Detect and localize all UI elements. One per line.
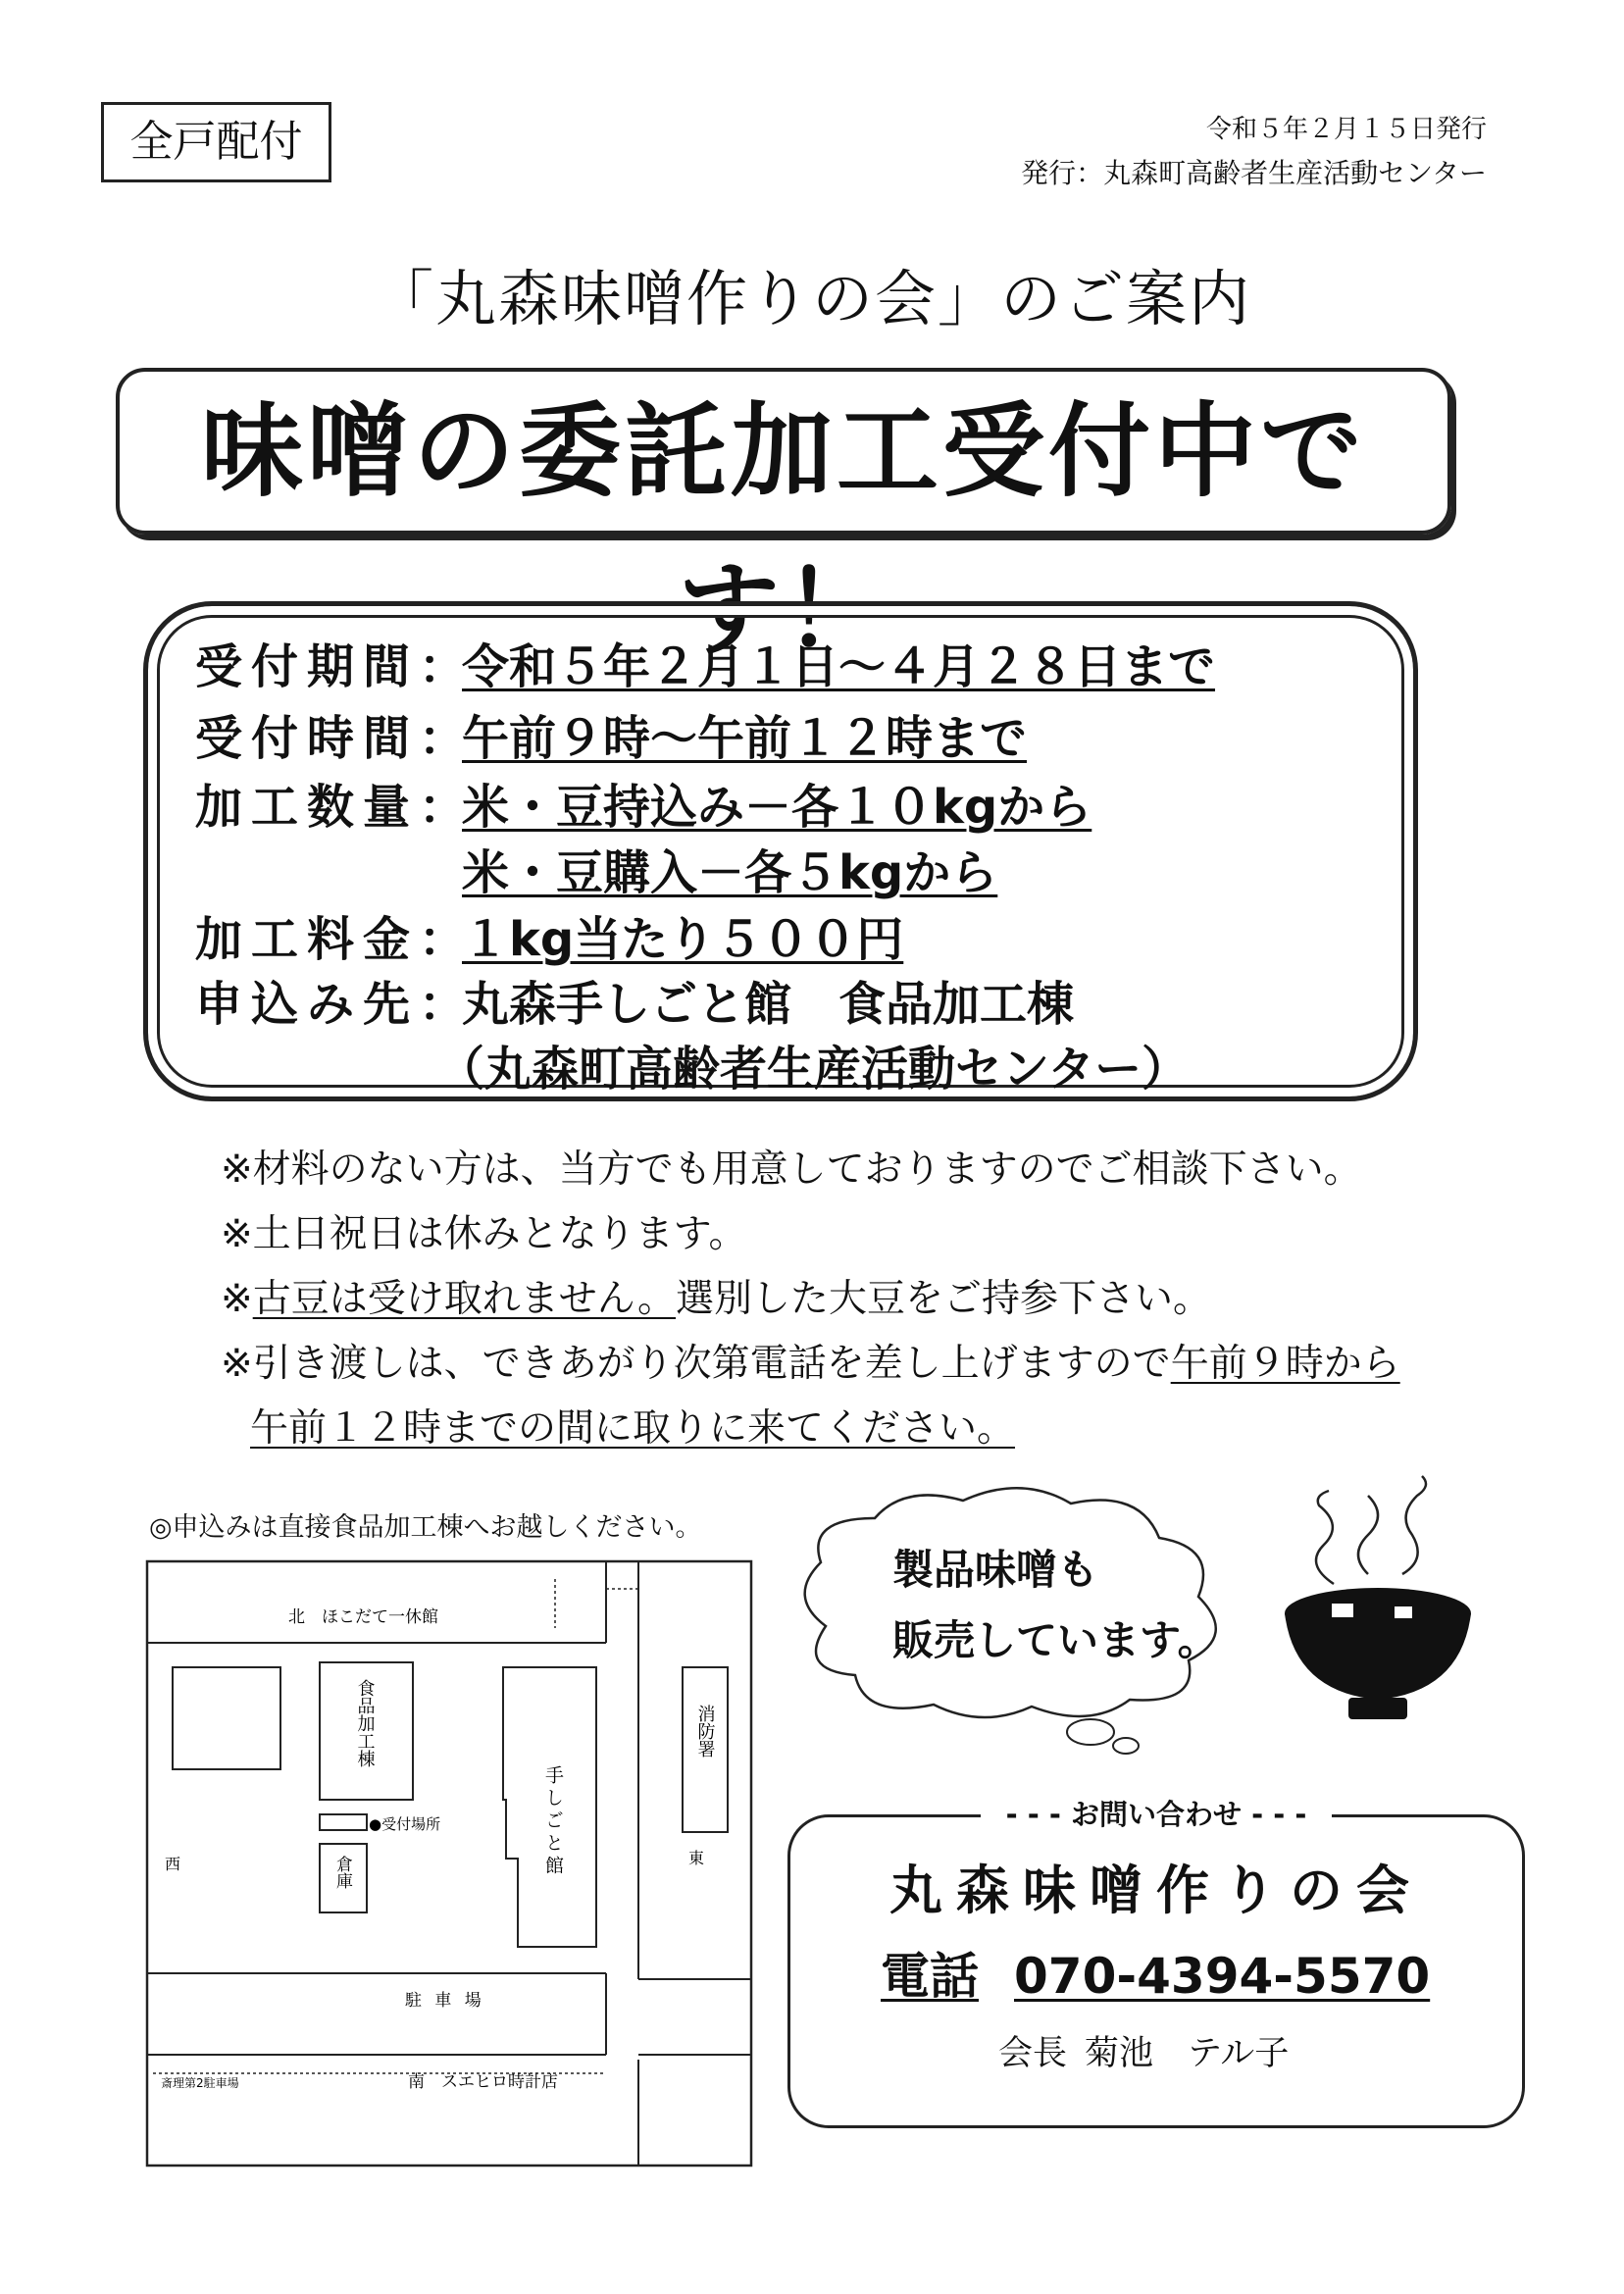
steam-icon <box>1316 1476 1426 1584</box>
contact-organization: 丸森味噌作りの会 <box>889 1860 1423 1921</box>
label-parking: 駐 車 場 <box>405 1991 485 2011</box>
notes <box>221 1138 1476 1461</box>
issue-date: 令和５年２月１５日発行 <box>1205 115 1487 144</box>
apply-value-2: （丸森町高齢者生産活動センター） <box>437 1041 1190 1096</box>
info-row-qty2 <box>195 834 997 902</box>
info-row-apply <box>195 965 1074 1034</box>
label-south: 南 スエヒロ時計店 <box>408 2072 558 2092</box>
info-row-apply2 <box>437 1030 1189 1098</box>
chair-name: 菊池 テル子 <box>1085 2034 1290 2073</box>
label-east: 東 <box>688 1849 705 1867</box>
bubble-dot-small <box>1113 1738 1139 1754</box>
label-food-building: 食品加工棟 <box>354 1679 376 1767</box>
chair-title: 会長 <box>998 2034 1068 2073</box>
issue-info <box>1021 108 1487 196</box>
headline-box: 味噌の委託加工受付中です！ <box>116 368 1451 535</box>
label-warehouse: 倉庫 <box>332 1856 352 1889</box>
note-4-underlined: 午前９時から <box>1170 1342 1400 1386</box>
miso-soup-bowl-icon <box>1275 1466 1481 1741</box>
period-label: 受付期間： <box>195 638 476 694</box>
phone-number[interactable]: 070-4394-5570 <box>1014 1948 1431 2005</box>
bubble-text <box>892 1535 1219 1676</box>
qty-value-1: 米・豆持込み－各１０kgから <box>462 779 1092 835</box>
qty-value-2: 米・豆購入－各５kgから <box>462 844 998 900</box>
bowl-foot <box>1348 1698 1407 1719</box>
label-fire-station: 消防署 <box>694 1705 716 1758</box>
info-box <box>143 601 1418 1101</box>
label-reception: ●受付場所 <box>369 1815 441 1833</box>
info-row-hours <box>195 699 1027 768</box>
page-subtitle: 「丸森味噌作りの会」のご案内 <box>372 263 1251 334</box>
map-note: ◎申込みは直接食品加工棟へお越しください。 <box>149 1512 702 1543</box>
label-north: 北 ほこだて一休館 <box>288 1607 438 1627</box>
label-craft-hall: 手しごと館 <box>542 1765 564 1878</box>
contact-heading: - - - お問い合わせ - - - <box>981 1795 1332 1834</box>
fee-value: １kg当たり５００円 <box>462 911 904 967</box>
note-5-underlined: 午前１２時までの間に取りに来てください。 <box>250 1406 1016 1451</box>
apply-label: 申込み先： <box>195 976 476 1032</box>
label-west: 西 <box>165 1855 181 1873</box>
qty-label: 加工数量： <box>195 779 476 835</box>
note-5 <box>221 1397 1476 1461</box>
period-value: 令和５年２月１日～４月２８日まで <box>462 638 1216 694</box>
label-parking-2: 斎理第2駐車場 <box>161 2076 239 2090</box>
apply-value-1: 丸森手しごと館 食品加工棟 <box>462 976 1075 1032</box>
info-row-fee <box>195 900 903 969</box>
contact-phone <box>881 1937 1430 2008</box>
tofu-piece <box>1395 1606 1412 1618</box>
phone-label: 電話 <box>881 1948 979 2005</box>
tofu-piece <box>1332 1604 1353 1617</box>
fee-label: 加工料金： <box>195 911 476 967</box>
hours-value: 午前９時～午前１２時まで <box>462 710 1028 766</box>
note-3: ※古豆は受け取れません。選別した大豆をご持参下さい。 <box>221 1277 1212 1321</box>
bowl-body <box>1285 1613 1471 1700</box>
hours-label: 受付時間： <box>195 710 476 766</box>
info-row-period <box>195 628 1215 696</box>
note-1: ※材料のない方は、当方でも用意しておりますのでご相談下さい。 <box>221 1147 1362 1192</box>
bubble-dot-large <box>1067 1719 1114 1745</box>
contact-chair <box>998 2026 1289 2075</box>
location-map <box>145 1559 753 2167</box>
bubble-line-2: 販売しています。 <box>892 1616 1219 1664</box>
note-4: ※引き渡しは、できあがり次第電話を差し上げますので午前９時から <box>221 1342 1400 1386</box>
distribution-stamp: 全戸配付 <box>101 102 331 182</box>
publisher: 発行：丸森町高齢者生産活動センター <box>1021 157 1487 189</box>
bubble-line-1: 製品味噌も <box>892 1546 1099 1594</box>
note-3-underlined: 古豆は受け取れません。 <box>252 1277 677 1321</box>
info-row-qty <box>195 768 1091 837</box>
note-2: ※土日祝日は休みとなります。 <box>221 1212 747 1256</box>
